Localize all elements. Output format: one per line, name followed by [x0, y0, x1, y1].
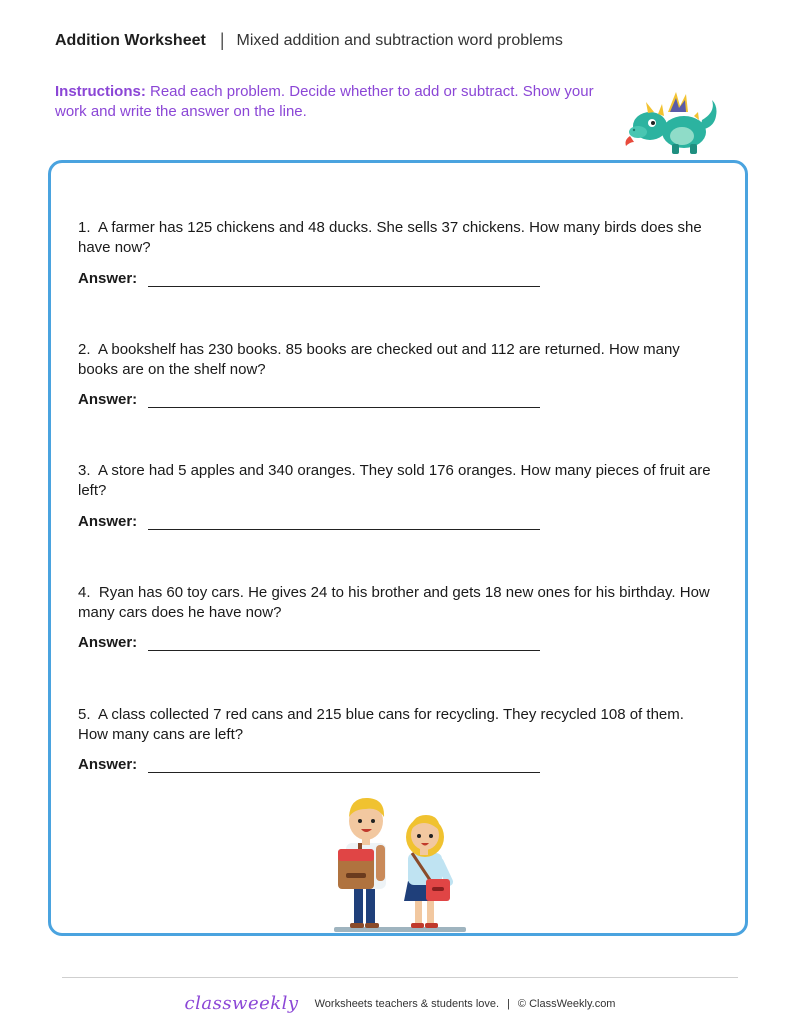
answer-line[interactable] — [148, 268, 540, 287]
problem-3 — [78, 461, 718, 501]
answer-label: Answer: — [78, 756, 138, 773]
worksheet-header — [55, 30, 563, 51]
brand-logo: classweekly — [184, 993, 299, 1014]
answer-row-2 — [78, 389, 540, 408]
problem-1 — [78, 218, 718, 258]
problem-number: 4. — [78, 584, 91, 601]
footer-divider — [62, 977, 738, 978]
problem-text: A bookshelf has 230 books. 85 books are checked out and 112 are returned. How many books are on the shelf now? — [78, 341, 680, 378]
footer-tagline: Worksheets teachers & students love. — [314, 997, 500, 1010]
header-separator: | — [219, 30, 225, 50]
problem-2 — [78, 340, 718, 380]
answer-label: Answer: — [78, 513, 138, 530]
answer-line[interactable] — [148, 389, 540, 408]
problem-text: A class collected 7 red cans and 215 blue cans for recycling. They recycled 108 of them. How many cans are left? — [78, 706, 684, 743]
problem-number: 5. — [78, 706, 91, 723]
problem-text: A store had 5 apples and 340 oranges. They sold 176 oranges. How many pieces of fruit are left? — [78, 462, 711, 499]
answer-line[interactable] — [148, 754, 540, 773]
answer-row-4 — [78, 632, 540, 651]
footer — [0, 993, 800, 1014]
dragon-icon — [624, 90, 720, 162]
footer-copyright: © ClassWeekly.com — [517, 997, 616, 1010]
problem-5 — [78, 705, 718, 745]
instructions — [55, 82, 615, 122]
answer-label: Answer: — [78, 391, 138, 408]
worksheet-title: Addition Worksheet — [55, 31, 206, 49]
footer-separator: | — [507, 997, 510, 1010]
answer-line[interactable] — [148, 511, 540, 530]
answer-row-5 — [78, 754, 540, 773]
answer-label: Answer: — [78, 270, 138, 287]
answer-row-3 — [78, 511, 540, 530]
problem-text: Ryan has 60 toy cars. He gives 24 to his brother and gets 18 new ones for his birthday. How many cars does he have now? — [78, 584, 710, 621]
instructions-lead: Instructions: — [55, 83, 146, 100]
worksheet-subtitle: Mixed addition and subtraction word problems — [236, 31, 563, 49]
answer-line[interactable] — [148, 632, 540, 651]
answer-label: Answer: — [78, 634, 138, 651]
answer-row-1 — [78, 268, 540, 287]
instructions-text: Read each problem. Decide whether to add or subtract. Show your work and write the answer on the line. — [55, 83, 594, 120]
problem-4 — [78, 583, 718, 623]
problem-number: 2. — [78, 341, 91, 358]
problem-text: A farmer has 125 chickens and 48 ducks. She sells 37 chickens. How many birds does she have now? — [78, 219, 702, 256]
problem-number: 1. — [78, 219, 91, 236]
schoolkids-icon — [332, 793, 468, 935]
problem-number: 3. — [78, 462, 91, 479]
